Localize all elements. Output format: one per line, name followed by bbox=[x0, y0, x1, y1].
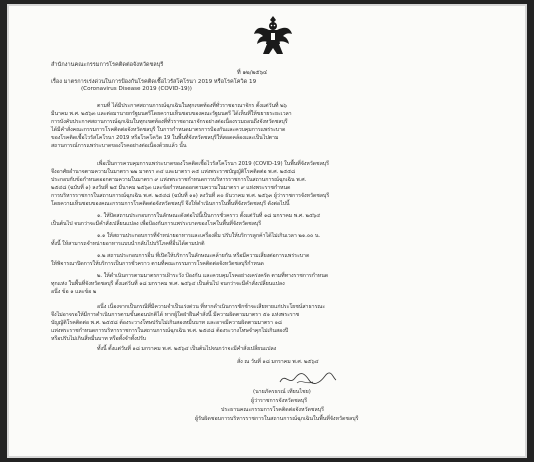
agency-name: สำนักงานคณะกรรมการโรคติดต่อจังหวัดชลบุรี bbox=[51, 62, 164, 68]
paragraph-line: การบริหารราชการในสถานการณ์ฉุกเฉิน พ.ศ. ๒๕๔๘ (ฉบับที่ ๑๑) ลงวันที่ ๓๐ ธันวาคม พ.ศ. ๒๕๖๓ ผู้ว่าราชการจังหวัดชลบุรี bbox=[51, 193, 330, 199]
paragraph-line: ๑.๒ สถานประกอบการอื่น ที่เปิดให้บริการในลักษณะคล้ายกัน หรือมีความเสี่ยงต่อการแพร่ระบาด bbox=[97, 253, 310, 259]
paragraph-line: เพื่อเป็นการควบคุมการแพร่ระบาดของโรคติดเชื้อไวรัสโคโรนา 2019 (COVID-19) ในพื้นที่จังหวัดชลบุรี bbox=[97, 161, 329, 167]
paragraph-line: มีนาคม พ.ศ. ๒๕๖๓ และต่อมานายกรัฐมนตรีโดยความเห็นชอบของคณะรัฐมนตรี ได้เห็นที่ให้ขยายระยะเวลา bbox=[51, 111, 292, 117]
paragraph-line: จึงไม่อาจรอให้มีการดำเนินการตามขั้นตอนปกติได้ หากผู้ใดฝ่าฝืนคำสั่งนี้ มีความผิดตามมาตรา ๕๑ แห่งพระราช bbox=[51, 312, 300, 318]
paragraph-line: บัญญัติโรคติดต่อ พ.ศ. ๒๕๕๘ ต้องระวางโทษปรับไม่เกินสองหมื่นบาท และอาจมีความผิดตามมาตรา ๑๘ bbox=[51, 320, 282, 326]
paragraph-line: ๑. ให้ปิดสถานประกอบการในลักษณะดังต่อไปนี้เป็นการชั่วคราว ตั้งแต่วันที่ ๑๘ มกราคม พ.ศ. ๒๕๖๔ bbox=[97, 213, 321, 219]
paragraph-line: เป็นต้นไป จนกว่าจะมีคำสั่งเปลี่ยนแปลง เพื่อป้องกันการแพร่ระบาดของโรคในพื้นที่จังหวัดชลบุรี bbox=[51, 221, 262, 227]
subject-line-2: (Coronavirus Disease 2019 (COVID-19)) bbox=[81, 86, 192, 92]
paragraph-line: ประกอบกับข้อกำหนดออกตามความในมาตรา ๙ แห่งพระราชกำหนดการบริหารราชการในสถานการณ์ฉุกเฉิน พ.ศ. bbox=[51, 177, 307, 183]
paragraph-line: ทุกแห่ง ในพื้นที่จังหวัดชลบุรี ตั้งแต่วันที่ ๑๘ มกราคม พ.ศ. ๒๕๖๔ เป็นต้นไป จนกว่าจะมีคำสั่งเปลี่ยนแปลง bbox=[51, 281, 285, 287]
paragraph-line: โดยความเห็นชอบของคณะกรรมการโรคติดต่อจังหวัดชลบุรี จึงให้ดำเนินการในพื้นที่จังหวัดชลบุรี ดังต่อไปนี้ bbox=[51, 201, 290, 207]
paragraph-line: จึงอาศัยอำนาจตามความในมาตรา ๒๒ มาตรา ๓๔ และมาตรา ๓๕ แห่งพระราชบัญญัติโรคติดต่อ พ.ศ. ๒๕๕๘ bbox=[51, 169, 296, 175]
paragraph-line: ของโรคติดเชื้อไวรัสโคโรนา 2019 หรือโรคโควิด 19 ในพื้นที่จังหวัดชลบุรีให้สอดคล้องและเป็นไปตาม bbox=[51, 135, 279, 141]
signature-title: ประธานคณะกรรมการโรคติดต่อจังหวัดชลบุรี bbox=[221, 407, 324, 413]
signature-title: ผู้ว่าราชการจังหวัดชลบุรี bbox=[251, 398, 308, 404]
signature-title: ผู้รับผิดชอบการบริหารราชการในสถานการณ์ฉุกเฉินในพื้นที่จังหวัดชลบุรี bbox=[195, 416, 359, 422]
paragraph-line: การบังคับประกาศสถานการณ์ฉุกเฉินในทุกเขตท้องที่ทั่วราชอาณาจักรอย่างต่อเนื่องรวมถอนถึงจังหวัดชลบุรี bbox=[51, 119, 288, 125]
paragraph-line: อนึ่ง เนื่องจากเป็นกรณีที่มีความจำเป็นเร่งด่วน ที่หากดำเนินการชักช้าจะเสียหายแก่ประโยชน์สาธารณะ bbox=[97, 304, 326, 310]
paragraph-line: ๑.๑ ให้สถานประกอบการที่จำหน่ายอาหารและเครื่องดื่ม ปรับให้บริการลูกค้าได้ไม่เกินเวลา ๒๑.๐๐ น. bbox=[97, 233, 321, 239]
paragraph-line: ให้พิจารณาปิดการให้บริการเป็นการชั่วคราว ตามที่คณะกรรมการโรคติดต่อจังหวัดชลบุรีกำหนด bbox=[51, 261, 264, 267]
paragraph-line: แห่งพระราชกำหนดการบริหารราชการในสถานการณ์ฉุกเฉิน พ.ศ. ๒๕๔๘ ต้องระวางโทษจำคุกไม่เกินสองปี bbox=[51, 328, 289, 334]
paragraph-line: ๒. ให้ดำเนินการตามมาตรการเฝ้าระวัง ป้องกัน และควบคุมโรคอย่างเคร่งครัด ตามที่ทางราชการกำหนด bbox=[97, 273, 329, 279]
paragraph-line: อนึ่ง ข้อ ๑ และข้อ ๒ bbox=[51, 289, 97, 295]
paragraph-line: ได้มีคำสั่งคณะกรรมการโรคติดต่อจังหวัดชลบุรี ในการกำหนดมาตรการป้องกันและควบคุมการแพร่ระบาด bbox=[51, 127, 286, 133]
paragraph-line: ทั้งนี้ ให้สามารถจำหน่ายอาหารแบบนำกลับไปบริโภคที่อื่นได้ตามปกติ bbox=[51, 241, 205, 247]
paragraph-line: หรือปรับไม่เกินสี่หมื่นบาท หรือทั้งจำทั้งปรับ bbox=[51, 336, 147, 342]
subject-line-1: เรื่อง มาตรการเร่งด่วนในการป้องกันโรคติดเชื้อไวรัสโคโรนา 2019 หรือโรคโควิด 19 bbox=[51, 79, 257, 85]
paragraph-line: ทั้งนี้ ตั้งแต่วันที่ ๑๘ มกราคม พ.ศ. ๒๕๖๔ เป็นต้นไปจนกว่าจะมีคำสั่งเปลี่ยนแปลง bbox=[97, 346, 277, 352]
garuda-emblem-icon bbox=[253, 14, 293, 58]
document-page bbox=[7, 4, 527, 458]
handwritten-signature-icon bbox=[277, 370, 339, 388]
paragraph-line: ๒๕๔๘ (ฉบับที่ ๑) ลงวันที่ ๒๕ มีนาคม ๒๕๖๓ และข้อกำหนดออกตามความในมาตรา ๙ แห่งพระราชกำหนด bbox=[51, 185, 291, 191]
document-number: ที่ ๑๒/๒๕๖๔ bbox=[237, 70, 268, 76]
paragraph-line: ตามที่ ได้มีประกาศสถานการณ์ฉุกเฉินในทุกเขตท้องที่ทั่วราชอาณาจักร ตั้งแต่วันที่ ๒๖ bbox=[97, 103, 287, 109]
paragraph-line: สถานการณ์การแพร่ระบาดของโรคอย่างต่อเนื่องด้วยแล้ว นั้น bbox=[51, 143, 187, 149]
signature-name: (นายภัครธรณ์ เทียนไชย) bbox=[253, 389, 311, 395]
date-line: สั่ง ณ วันที่ ๑๘ มกราคม พ.ศ. ๒๕๖๔ bbox=[237, 359, 319, 365]
